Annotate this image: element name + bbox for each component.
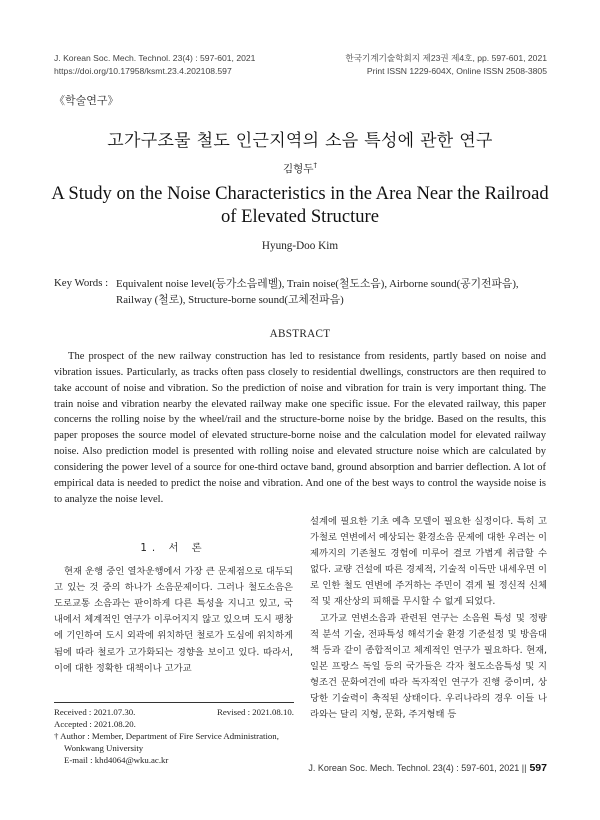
- intro-paragraph: 현재 운행 중인 열차운행에서 가장 큰 문제점으로 대두되고 있는 것 중의 하나가 소음문제이다. 그러나 철도소음은 도로교통 소음과는 판이하게 다른 특성을 지니고 있고, 국내에서 체계적인 연구가 이루어지지 않고 있으며 도시 팽창에 기인하여 도시 외곽에 위치하던 철로가 도심에 위치하게 됨에 따라 철로가 고가화되는 경향을 보이고 있다. 따라서, 이에 대한 정확한 대책이나 고가교: [54, 566, 293, 674]
- abstract-body: The prospect of the new railway construction has led to resistance from residents, partly based on noise and vibration issues. Particularly, as tracks often pass closely to residential dwellings, constructors are then required to take account of noise and vibration. So the prediction of noise and vibration for train is very important thing. The train noise and vibration nearby the elevated railway make one specific issue. For the elevated railway, this paper concerns the rolling noise by the wheel/rail and the structure-borne noise by the bridge. Based on the results, this paper proposes the source model of elevated structure-borne noise and the calculation model for elevated railway noise. Also prediction model is presented with rolling noise and elevated structure noise which are calculated by considering the power level of a source for one-third octave band, ground absorption and barrier deflection. A lot of empirical data is needed to predict the noise and vibration. And one of the best ways to control the wayside noise is to analyze the noise level.: [54, 351, 546, 505]
- journal-korean-citation: 한국기계기술학회지 제23권 제4호, pp. 597-601, 2021: [345, 53, 547, 63]
- english-author: Hyung-Doo Kim: [261, 240, 339, 252]
- issn-info: Print ISSN 1229-604X, Online ISSN 2508-3805: [366, 65, 547, 76]
- korean-title: 고가구조물 철도 인근지역의 소음 특성에 관한 연구: [107, 131, 493, 151]
- korean-author-line: [0, 161, 600, 176]
- left-column: [54, 540, 293, 677]
- accepted-date: Accepted : 2021.08.20.: [54, 719, 136, 729]
- korean-author: 김형두: [283, 163, 314, 175]
- author-email: E-mail : khd4064@wku.ac.kr: [64, 755, 169, 765]
- journal-header-right: [345, 52, 547, 77]
- page-footer: [308, 762, 547, 774]
- english-title-line2: of Elevated Structure: [221, 206, 379, 227]
- journal-citation: J. Korean Soc. Mech. Technol. 23(4) : 597-601, 2021: [54, 53, 256, 63]
- english-title-line1: A Study on the Noise Characteristics in the Area Near the Railroad: [51, 183, 549, 204]
- abstract-title: ABSTRACT: [269, 328, 331, 340]
- section-heading: 1. 서 론: [140, 542, 207, 554]
- received-text: Received : 2021.07.30.: [54, 707, 136, 717]
- page-number: 597: [529, 762, 547, 774]
- doi-link[interactable]: https://doi.org/10.17958/ksmt.23.4.202108.597: [54, 65, 232, 76]
- author-footnote: [54, 730, 296, 766]
- footer-citation: J. Korean Soc. Mech. Technol. 23(4) : 597-601, 2021 ||: [308, 763, 527, 773]
- keywords-label: Key Words :: [54, 277, 109, 289]
- keywords-text: Equivalent noise level(등가소음레벨), Train noise(철도소음), Airborne sound(공기전파음), Railway (철로), Structure-borne sound(고체전파음): [116, 278, 519, 306]
- revised-date: Revised : 2021.08.10.: [217, 707, 294, 717]
- received-date: [54, 706, 294, 718]
- article-category: 《학술연구》: [54, 95, 119, 107]
- author-mark: †: [313, 161, 317, 170]
- right-column: [310, 514, 547, 723]
- english-title: [40, 182, 560, 228]
- right-paragraph-1: 설계에 필요한 기초 예측 모델이 필요한 실정이다. 특히 고가철로 연변에서 예상되는 환경소음 문제에 대한 우려는 이제까지의 기존철도 경험에 미루어 결코 가볍게 취급할 수 없다. 교량 건설에 따른 경제적, 기술적 이득만 내세우면 이로 인한 철도 연변에 주거하는 주민이 겪게 될 정신적 신체적 및 재산상의 피해를 무시할 수 없게 되었다.: [310, 516, 547, 608]
- journal-header-left: [54, 52, 255, 77]
- author-affiliation: † Author : Member, Department of Fire Service Administration, Wonkwang University: [54, 731, 279, 753]
- footnote-divider: [54, 702, 294, 703]
- right-paragraph-2: 고가교 연변소음과 관련된 연구는 소음원 특성 및 정량적 분석 기술, 전파특성 해석기술 환경 기준설정 및 방음대책 등과 같이 종합적이고 체계적인 연구가 필요하다. 현재, 일본 프랑스 독일 등의 국가들은 각자 철도소음특성 및 지형조건 문화여건에 따라 독자적인 연구가 진행 중이며, 상당한 기술력이 축적된 상태이다. 우리나라의 경우 이들 나라와는 달리 지형, 문화, 주거형태 등: [310, 612, 547, 721]
